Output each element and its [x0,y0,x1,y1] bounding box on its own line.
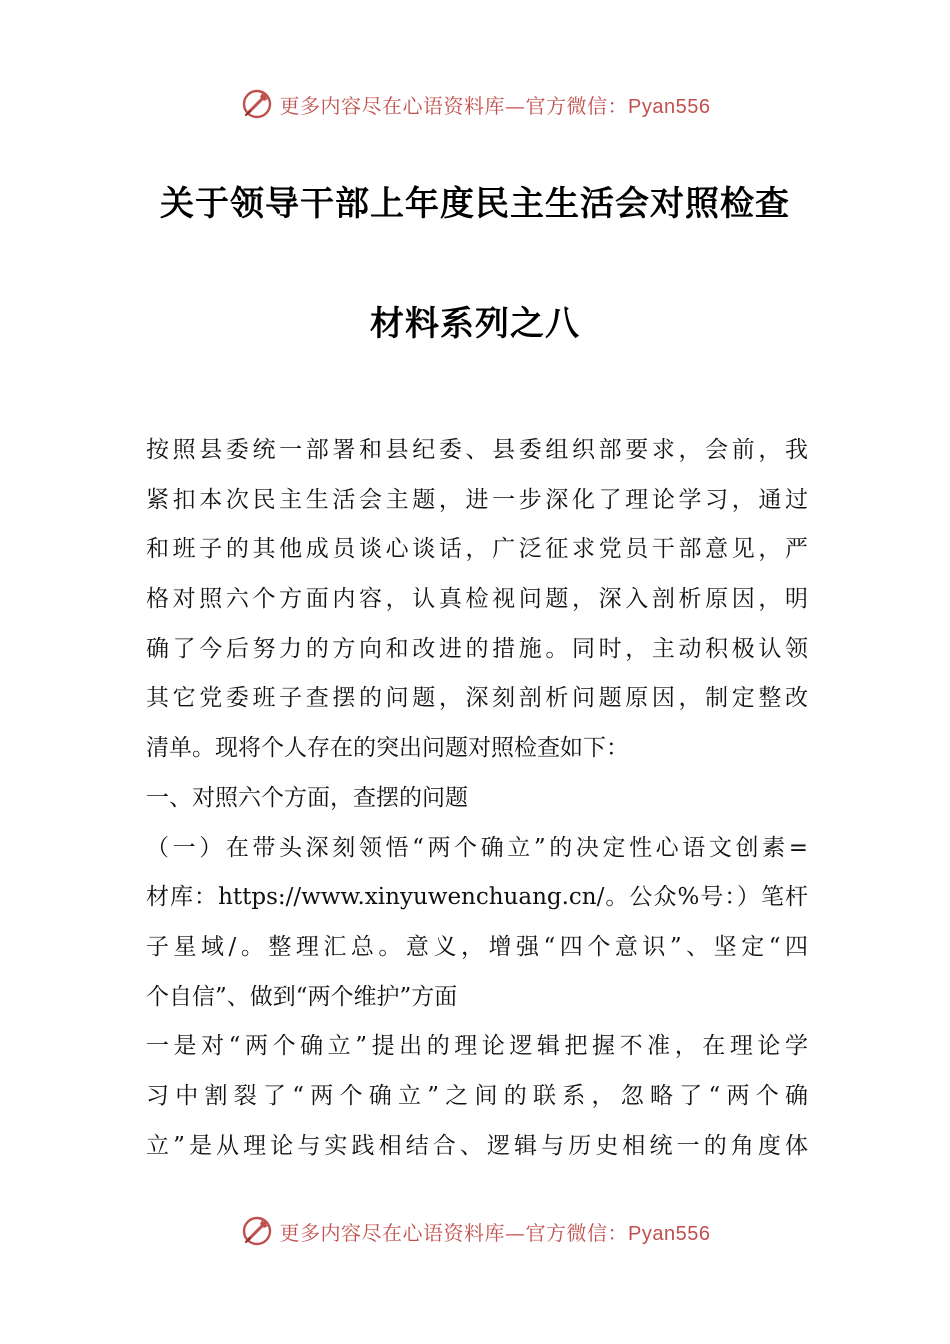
footer-banner [0,1211,950,1251]
body-line: 一是对“两个确立”提出的理论逻辑把握不准，在理论学 [146,1033,808,1060]
footer-banner-text: 更多内容尽在心语资料库—官方微信：Pyan556 [279,1220,711,1245]
body-line: 格对照六个方面内容，认真检视问题，深入剖析原因，明 [146,586,808,613]
body-line: 紧扣本次民主生活会主题，进一步深化了理论学习，通过 [146,486,808,513]
body-line: 其它党委班子查摆的问题，深刻剖析问题原因，制定整改 [146,685,808,712]
body-line: 确了今后努力的方向和改进的措施。同时，主动积极认领 [146,635,808,662]
body-line: 立”是从理论与实践相结合、逻辑与历史相统一的角度体 [146,1132,808,1159]
body-line-url: 材库：https://www.xinyuwenchuang.cn/。公众%号：）笔杆 [146,884,808,911]
body-line: 按照县委统一部署和县纪委、县委组织部要求，会前，我 [146,437,808,463]
body-line: 子星域/。整理汇总。意义，增强“四个意识”、坚定“四 [146,933,808,960]
document-title-line-2: 材料系列之八 [370,304,580,344]
quill-seal-icon [240,1214,274,1248]
document-body [146,426,808,1171]
body-line: 习中割裂了“两个确立”之间的联系，忽略了“两个确 [146,1082,808,1109]
header-banner [0,84,950,124]
header-banner-text: 更多内容尽在心语资料库—官方微信：Pyan556 [279,93,711,118]
body-line: 清单。现将个人存在的突出问题对照检查如下： [146,735,629,762]
footer-wechat-id: Pyan556 [628,1222,711,1245]
document-title-line-1: 关于领导干部上年度民主生活会对照检查 [160,184,790,224]
subsection-heading: （一）在带头深刻领悟“两个确立”的决定性心语文创素= [146,834,808,861]
body-line: 个自信”、做到“两个维护”方面 [146,983,458,1010]
body-line: 和班子的其他成员谈心谈话，广泛征求党员干部意见，严 [146,536,808,563]
quill-seal-icon [240,87,274,121]
header-wechat-id: Pyan556 [628,95,711,118]
section-heading: 一、对照六个方面，查摆的问题 [146,784,468,811]
